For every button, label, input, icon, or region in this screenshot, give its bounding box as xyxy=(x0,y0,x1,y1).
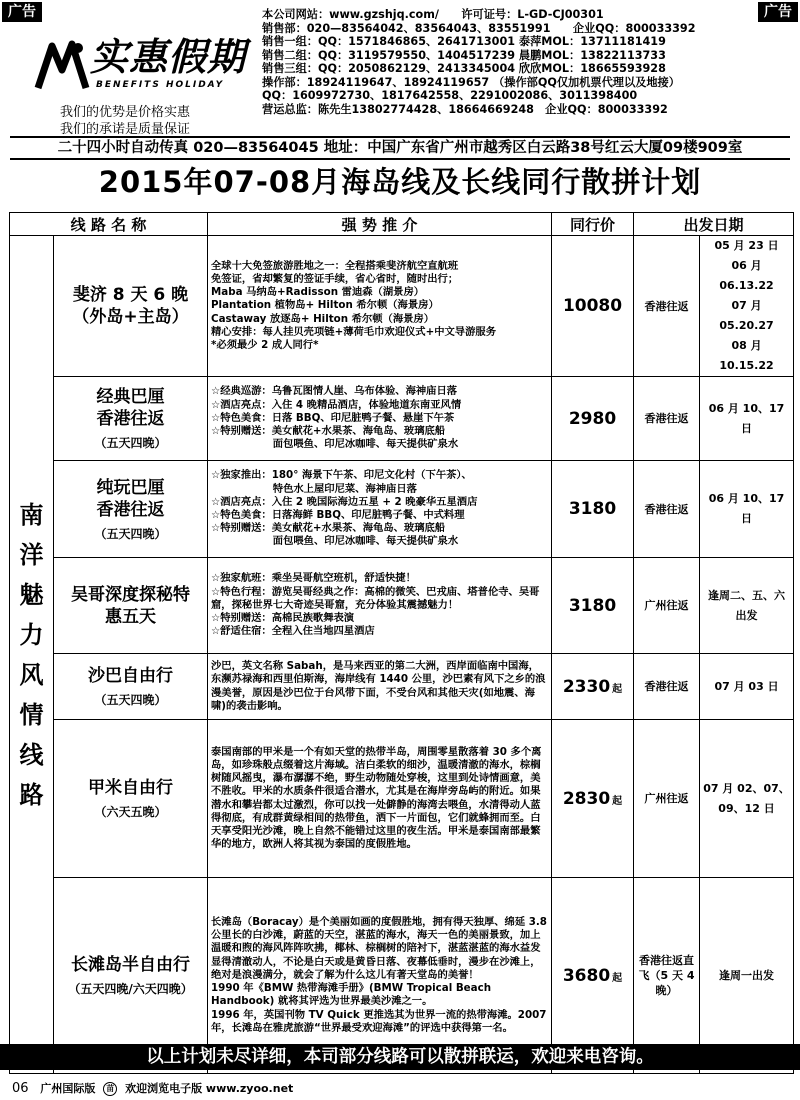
route-duration: （五天四晚） xyxy=(94,436,167,450)
region-char: 风 xyxy=(19,660,44,689)
contact-block xyxy=(262,8,798,116)
slogan-line-1: 我们的优势是价格实惠 xyxy=(60,105,191,120)
route-dates: 逢周二、五、六 出发 xyxy=(700,558,794,654)
route-dates: 07 月 03 日 xyxy=(700,654,794,720)
magazine-name: 广州国际版 xyxy=(40,1082,96,1095)
route-departure: 香港往返 xyxy=(634,236,700,377)
route-name: 沙巴自由行 xyxy=(88,666,173,686)
route-name: 斐济 8 天 6 晚 xyxy=(72,285,189,305)
route-name-cell xyxy=(54,461,208,558)
footer-banner: 以上计划未尽详细，本司部分线路可以散拼联运，欢迎来电咨询。 xyxy=(0,1044,800,1070)
route-price: 2330 起 xyxy=(552,654,634,720)
route-departure: 广州往返 xyxy=(634,558,700,654)
contact-line: 销售部：020—83564042、83564043、83551991 企业QQ：800033392 xyxy=(262,21,696,35)
route-name: 纯玩巴厘 xyxy=(96,477,165,498)
route-duration: （五天四晚） xyxy=(94,526,167,541)
header-highlights: 强 势 推 介 xyxy=(208,213,552,236)
table-row xyxy=(10,720,794,878)
route-price: 3680 起 xyxy=(552,878,634,1074)
route-name: 甲米自由行 xyxy=(88,778,173,798)
website-text: 欢迎浏览电子版 www.zyoo.net xyxy=(125,1082,294,1095)
region-char: 线 xyxy=(19,740,44,769)
route-desc: 泰国南部的甲米是一个有如天堂的热带半岛，周围零星散落着 30 多个离岛，如珍珠般点缀着这片海域。洁白柔软的细沙，温暖清澈的海水，棕榈树随风摇曳，瀑布潺潺不绝，野生动物随处穿梭，这里到处诗情画意，美不胜收。甲米的水质条件很适合潜水，尤其是在海岸旁岛屿的附近。如果潜水和攀岩都太过激烈，你可以找一处僻静的海湾去喂鱼，水清得动人蓝得彻底，有成群黄绿相间的热带鱼，洒下一片面包，它们就蜂拥而至。白天享受阳光沙滩，晚上自然不能错过这里的夜生活。甲米是泰国南部最繁华的地方，欧洲人将其视为泰国的度假胜地。 xyxy=(208,720,552,878)
header-route-name: 线 路 名 称 xyxy=(10,213,208,236)
logo-cn-text: 实惠假期 xyxy=(90,35,247,79)
route-desc: 长滩岛（Boracay）是个美丽如画的度假胜地，拥有得天独厚、绵延 3.8 公里长的白沙滩，蔚蓝的天空，湛蓝的海水，海天一色的美丽景致，加上温暖和煦的海风阵阵吹拂，椰林、棕榈树的陪衬下，湛蓝湛蓝的海水益发显得清澈动人，不论是白天或是黄昏日落、夜幕低垂时，漫步在沙滩上，绝对是浪漫满分，就会了解为什么这儿有著天堂岛的美誉！ 1990 年《BMW 热带海滩手册》(BMW Tropical Beach Handbook) 就将其评选为世界最美沙滩之一。 1996 年，英国刊物 TV Quick 更推选其为世界一流的热带海滩。2007 年，长滩岛在雅虎旅游“世界最受欢迎海滩”的评选中获得第一名。 xyxy=(208,878,552,1074)
route-dates: 07 月 02、07、 09、12 日 xyxy=(700,720,794,878)
table-row xyxy=(10,377,794,461)
route-duration: （五天四晚/六天四晚） xyxy=(68,982,193,996)
route-price: 3180 xyxy=(552,461,634,558)
route-desc: 全球十大免签旅游胜地之一：全程搭乘斐济航空直航班 免签证，省却繁复的签证手续，省心省时，随时出行； Maba 马纳岛+Radisson 雷迪森（湖景房） Plantation 植物岛+ Hilton 希尔顿（海景房） Castaway 放逐岛+ Hilton 希尔顿（海景房） 精心安排：每人挂贝壳项链+薄荷毛巾欢迎仪式+中文导游服务 *必须最少 2 成人同行* xyxy=(208,236,552,377)
contact-line: QQ：1609972730、1817642558、2291002086、3011398400 xyxy=(262,89,638,102)
table-row xyxy=(10,558,794,654)
table-row xyxy=(10,461,794,558)
contact-line: 销售二组：QQ：3119579550、1404517239 晨鹏MOL：13822113733 xyxy=(262,48,666,62)
region-char: 力 xyxy=(19,620,44,649)
region-char: 魅 xyxy=(19,580,44,609)
table-row xyxy=(10,236,794,377)
slogan-line-2: 我们的承诺是质量保证 xyxy=(60,122,191,137)
route-dates: 05 月 23 日 06 月 06.13.22 07 月 05.20.27 08 月 10.15.22 xyxy=(700,236,794,377)
route-price: 2980 xyxy=(552,377,634,461)
route-departure: 香港往返 xyxy=(634,461,700,558)
magazine-icon: 苗 xyxy=(103,1082,117,1096)
page-footer xyxy=(12,1080,293,1096)
route-name: 经典巴厘 xyxy=(96,387,165,407)
contact-line: 操作部：18924119647、18924119657 （操作部QQ仅加机票代理以及地接） xyxy=(262,75,680,89)
route-duration: （六天五晚） xyxy=(94,805,167,819)
route-name-cell xyxy=(54,720,208,878)
table-header-row xyxy=(10,213,794,236)
route-name: 长滩岛半自由行 xyxy=(71,955,190,975)
ad-label-right: 广告 xyxy=(758,2,798,22)
page-number: 06 xyxy=(12,1081,29,1096)
header-departure-date: 出发日期 xyxy=(634,213,794,236)
route-name-cell xyxy=(54,377,208,461)
route-desc: ☆独家推出：180° 海景下午茶、印尼文化村（下午茶）、 特色水上屋印尼菜、海神庙日落 ☆酒店亮点：入住 2 晚国际海边五星 + 2 晚豪华五星酒店 ☆特色美食：日落海鲜 BBQ、印尼脏鸭子餐、中式料理 ☆特别赠送：美女献花+水果茶、海龟岛、玻璃底船 面包喂鱼、印尼冰咖啡、每天提供矿泉水 xyxy=(208,461,552,558)
ad-label-left: 广告 xyxy=(2,2,42,22)
route-desc: ☆经典巡游：乌鲁瓦图情人崖、乌布体验、海神庙日落 ☆酒店亮点：入住 4 晚精品酒店，体验地道东南亚风情 ☆特色美食：日落 BBQ、印尼脏鸭子餐、悬崖下午茶 ☆特别赠送：美女献花+水果茶、海龟岛、玻璃底船 面包喂鱼、印尼冰咖啡、每天提供矿泉水 xyxy=(208,377,552,461)
route-price: 3180 xyxy=(552,558,634,654)
route-duration: （外岛+主岛） xyxy=(72,307,189,327)
region-char: 情 xyxy=(19,700,44,729)
contact-line: 本公司网站：www.gzshjq.com/ 许可证号：L-GD-CJ00301 xyxy=(262,8,604,21)
region-char: 洋 xyxy=(19,540,44,569)
route-subname: 香港往返 xyxy=(96,409,165,429)
header-price: 同行价 xyxy=(552,213,634,236)
route-desc: ☆独家航班：乘坐吴哥航空班机，舒适快捷！ ☆特色行程：游览吴哥经典之作：高棉的微笑、巴戎庙、塔普伦寺、吴哥窟，探秘世界七大奇迹吴哥窟，充分体验其震撼魅力！ ☆特别赠送：高棉民族歌舞表演 ☆舒适住宿：全程入住当地四星酒店 xyxy=(208,558,552,654)
route-name: 吴哥深度探秘特惠五天 xyxy=(71,584,190,627)
region-label xyxy=(10,236,54,1074)
region-char: 路 xyxy=(19,780,44,809)
route-name-cell xyxy=(54,236,208,377)
table-row xyxy=(10,654,794,720)
route-price: 2830 起 xyxy=(552,720,634,878)
route-dates: 06 月 10、17 日 xyxy=(700,377,794,461)
route-departure: 香港往返直飞（5 天 4 晚） xyxy=(634,878,700,1074)
contact-line: 销售三组：QQ：2050862129、2413345004 欣欣MOL：18665593928 xyxy=(262,62,666,75)
route-dates: 逢周一出发 xyxy=(700,878,794,1074)
address-bar: 二十四小时自动传真 020—83564045 地址：中国广东省广州市越秀区白云路38号红云大厦09楼909室 xyxy=(10,136,790,160)
contact-line: 销售一组：QQ：1571846865、2641713001 泰萍MOL：13711181419 xyxy=(262,35,666,48)
route-price: 10080 xyxy=(552,236,634,377)
route-duration: （五天四晚） xyxy=(94,693,167,707)
logo-en-text: BENEFITS HOLIDAY xyxy=(96,80,225,90)
route-departure: 香港往返 xyxy=(634,377,700,461)
logo-mark-icon xyxy=(32,36,92,96)
route-name-cell xyxy=(54,654,208,720)
page-title: 2015年07-08月海岛线及长线同行散拼计划 xyxy=(98,165,702,199)
route-desc: 沙巴，英文名称 Sabah，是马来西亚的第二大洲，西岸面临南中国海，东濒苏禄海和西里伯斯海，海岸线有 1440 公里，沙巴素有风下之乡的浪漫美誉，原因是沙巴位于台风带下面，不受台风和其他天灾(如地震、海啸)的袭击影响。 xyxy=(208,654,552,720)
route-table xyxy=(9,212,794,1074)
route-subname: 香港往返 xyxy=(96,499,165,520)
region-char: 南 xyxy=(19,500,44,529)
route-name-cell xyxy=(54,558,208,654)
route-departure: 广州往返 xyxy=(634,720,700,878)
company-logo xyxy=(32,34,247,96)
contact-line: 营运总监：陈先生13802774428、18664669248 企业QQ：800033392 xyxy=(262,102,668,116)
route-departure: 香港往返 xyxy=(634,654,700,720)
route-dates: 06 月 10、17 日 xyxy=(700,461,794,558)
